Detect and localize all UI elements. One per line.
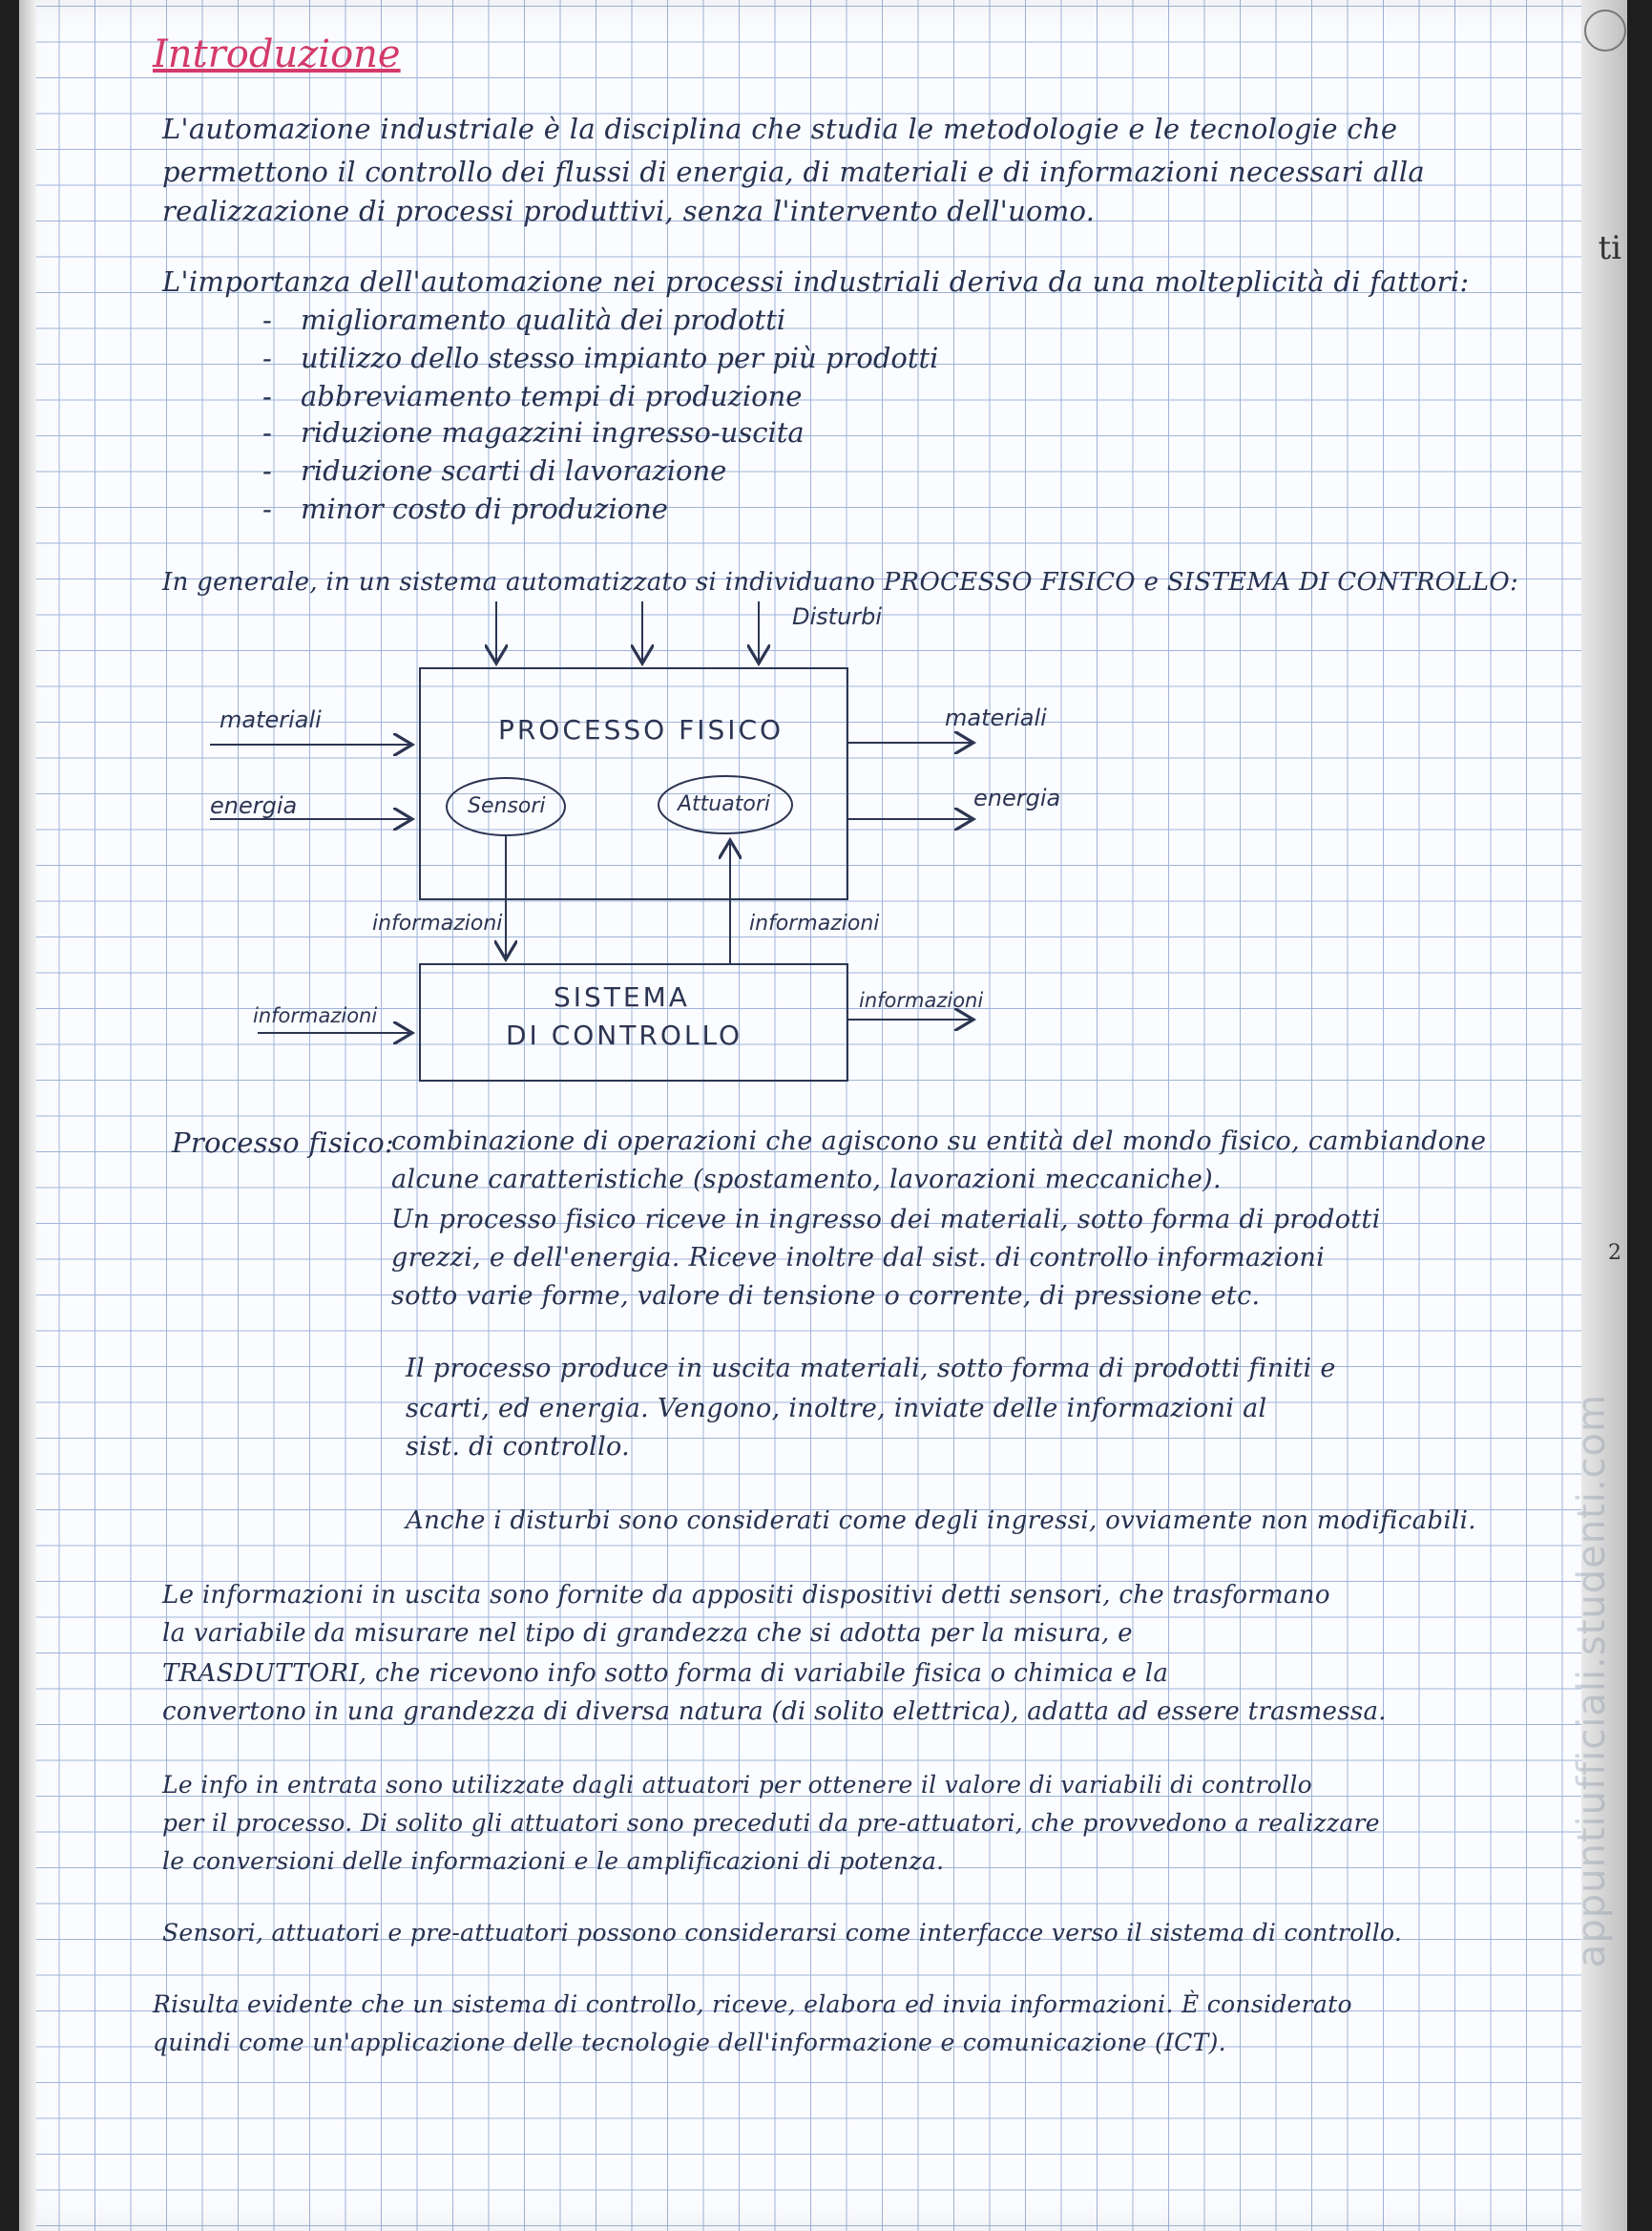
definition-line: grezzi, e dell'energia. Riceve inoltre dal sist. di controllo informazioni <box>391 1243 1326 1273</box>
attuatori-label: Attuatori <box>678 792 770 816</box>
processo-fisico-title: PROCESSO FISICO <box>498 714 784 746</box>
edge-mark: ti <box>1598 229 1621 267</box>
edge-mark: 2 <box>1608 1241 1621 1265</box>
processo-fisico-box <box>420 668 847 899</box>
bullet-dash: - <box>262 493 272 525</box>
output-energia-label: energia <box>973 785 1061 811</box>
definition-line: combinazione di operazioni che agiscono su entità del mondo fisico, cambiandone <box>391 1126 1487 1156</box>
importance-heading: L'importanza dell'automazione nei processi industriali deriva da una molteplicità di fattori: <box>162 265 1470 298</box>
bullet-item: riduzione scarti di lavorazione <box>301 454 727 487</box>
definition-line: Un processo fisico riceve in ingresso dei materiali, sotto forma di prodotti <box>391 1205 1381 1234</box>
output-line: Il processo produce in uscita materiali, sotto forma di prodotti finiti e <box>406 1354 1336 1383</box>
sensori-line: la variabile da misurare nel tipo di grandezza che si adotta per la misura, e <box>162 1619 1133 1648</box>
sensori-line: convertono in una grandezza di diversa natura (di solito elettrica), adatta ad essere trasmessa. <box>162 1697 1387 1726</box>
processo-fisico-label: Processo fisico: <box>172 1126 395 1159</box>
info-right-label: informazioni <box>749 912 880 936</box>
attuatori-line: Le info in entrata sono utilizzate dagli attuatori per ottenere il valore di variabili di controllo <box>162 1771 1313 1799</box>
bullet-item: miglioramento qualità dei prodotti <box>301 304 786 336</box>
sistema-title: SISTEMA <box>554 981 690 1013</box>
bullet-item: minor costo di produzione <box>301 493 668 525</box>
disturbi-label: Disturbi <box>792 603 883 630</box>
final-line: Risulta evidente che un sistema di controllo, riceve, elabora ed invia informazioni. È considerato <box>153 1990 1352 2018</box>
interface-line: Sensori, attuatori e pre-attuatori possono considerarsi come interfacce verso il sistema di controllo. <box>162 1919 1403 1947</box>
intro-line: realizzazione di processi produttivi, senza l'intervento dell'uomo. <box>162 195 1096 227</box>
sensori-line: Le informazioni in uscita sono fornite da appositi dispositivi detti sensori, che trasformano <box>162 1581 1330 1610</box>
output-line: sist. di controllo. <box>406 1432 630 1462</box>
intro-line: L'automazione industriale è la disciplina che studia le metodologie e le tecnologie che <box>162 113 1398 145</box>
notebook-page <box>19 0 1627 2231</box>
bullet-dash: - <box>262 454 272 487</box>
intro-line: permettono il controllo dei flussi di energia, di materiali e di informazioni necessari alla <box>162 156 1426 188</box>
bullet-dash: - <box>262 416 272 449</box>
input-energia-label: energia <box>210 792 298 819</box>
bullet-dash: - <box>262 342 272 374</box>
watermark: appuntiufficiali.studenti.com <box>1570 1394 1614 1968</box>
page-title: Introduzione <box>153 32 401 76</box>
automation-block-diagram <box>19 0 1627 1107</box>
diagram-intro: In generale, in un sistema automatizzato si individuano PROCESSO FISICO e SISTEMA DI CONTROLLO: <box>162 568 1519 597</box>
bullet-item: abbreviamento tempi di produzione <box>301 380 803 412</box>
output-line: scarti, ed energia. Vengono, inoltre, inviate delle informazioni al <box>406 1394 1267 1423</box>
attuatori-line: le conversioni delle informazioni e le amplificazioni di potenza. <box>162 1847 945 1875</box>
info-out-label: informazioni <box>859 989 984 1012</box>
info-in-label: informazioni <box>253 1004 378 1027</box>
info-left-label: informazioni <box>372 912 503 936</box>
sensori-label: Sensori <box>468 794 546 818</box>
output-materiali-label: materiali <box>945 705 1047 731</box>
disturbi-line: Anche i disturbi sono considerati come degli ingressi, ovviamente non modificabili. <box>406 1506 1476 1535</box>
definition-line: sotto varie forme, valore di tensione o corrente, di pressione etc. <box>391 1281 1261 1311</box>
bullet-item: utilizzo dello stesso impianto per più prodotti <box>301 342 939 374</box>
bullet-dash: - <box>262 304 272 336</box>
attuatori-line: per il processo. Di solito gli attuatori sono preceduti da pre-attuatori, che provvedono a realizzare <box>162 1809 1380 1837</box>
bullet-item: riduzione magazzini ingresso-uscita <box>301 416 805 449</box>
definition-line: alcune caratteristiche (spostamento, lavorazioni meccaniche). <box>391 1165 1222 1194</box>
bullet-dash: - <box>262 380 272 412</box>
final-line: quindi come un'applicazione delle tecnologie dell'informazione e comunicazione (ICT). <box>153 2029 1226 2056</box>
sensori-line: TRASDUTTORI, che ricevono info sotto forma di variabile fisica o chimica e la <box>162 1659 1169 1688</box>
input-materiali-label: materiali <box>220 706 322 733</box>
di-controllo-title: DI CONTROLLO <box>506 1020 743 1051</box>
